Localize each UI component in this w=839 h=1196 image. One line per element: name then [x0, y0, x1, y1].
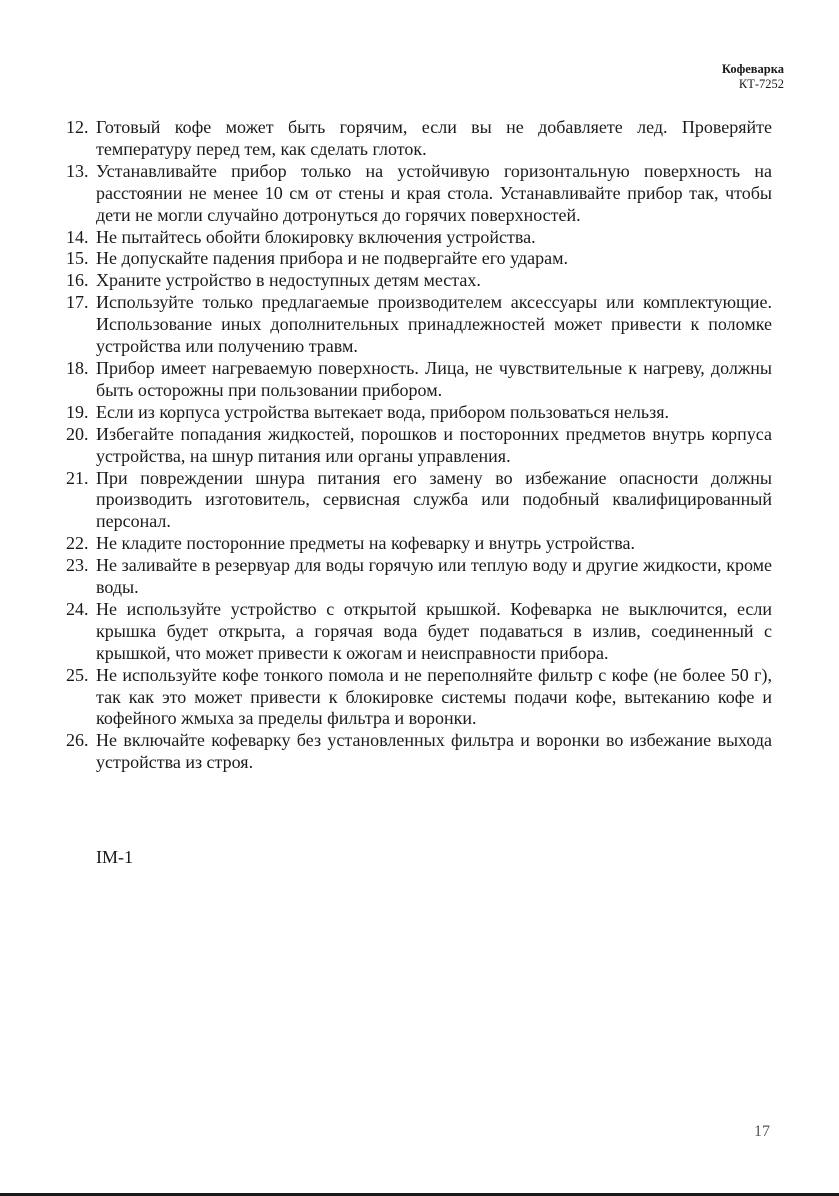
- list-item: [66, 402, 772, 424]
- item-text: Устанавливайте прибор только на устойчивую горизонтальную поверхность на расстоянии не менее 10 см от стены и края стола. Устанавливайте прибор так, чтобы дети не могли случайно дотронуться до горячих поверхностей.: [96, 160, 772, 225]
- item-number: 21.: [66, 467, 89, 488]
- item-text: Избегайте попадания жидкостей, порошков и посторонних предметов внутрь корпуса устройства, на шнур питания или органы управления.: [96, 423, 772, 466]
- list-item: [66, 555, 772, 599]
- item-text: Не используйте кофе тонкого помола и не переполняйте фильтр с кофе (не более 50 г), так как это может привести к блокировке системы подачи кофе, вытеканию кофе и кофейного жмыха за пределы фильтра и воронки.: [96, 664, 772, 729]
- item-text: Прибор имеет нагреваемую поверхность. Лица, не чувствительные к нагреву, должны быть осторожны при пользовании прибором.: [96, 357, 772, 400]
- list-item: [66, 248, 772, 270]
- item-number: 12.: [66, 117, 89, 137]
- item-number: 22.: [66, 533, 89, 554]
- item-number: 19.: [66, 401, 89, 422]
- list-item: [66, 599, 772, 665]
- item-text: Не пытайтесь обойти блокировку включения устройства.: [96, 226, 536, 247]
- item-text: Не допускайте падения прибора и не подвергайте его ударам.: [96, 248, 569, 269]
- product-name: Кофеварка: [721, 62, 784, 76]
- item-number: 26.: [66, 730, 89, 751]
- list-item: [66, 227, 772, 249]
- list-item: [66, 292, 772, 358]
- item-number: 17.: [66, 292, 89, 313]
- item-number: 25.: [66, 664, 89, 685]
- list-item: [66, 533, 772, 555]
- item-number: 20.: [66, 423, 89, 444]
- item-text: Не включайте кофеварку без установленных фильтра и воронки во избежание выхода устройства из строя.: [96, 730, 772, 773]
- item-text: Не используйте устройство с открытой крышкой. Кофеварка не выключится, если крышка будет открыта, а горячая вода будет подаваться в излив, соединенный с крышкой, что может привести к ожогам и неисправности прибора.: [96, 598, 772, 663]
- document-code: IM-1: [96, 847, 133, 867]
- list-item: [66, 665, 772, 731]
- item-text: Готовый кофе может быть горячим, если вы не добавляете лед. Проверяйте температуру перед тем, как сделать глоток.: [96, 117, 772, 159]
- safety-instructions: [66, 117, 772, 774]
- item-text: Если из корпуса устройства вытекает вода, прибором пользоваться нельзя.: [96, 401, 669, 422]
- list-item: [66, 270, 772, 292]
- item-number: 23.: [66, 555, 89, 576]
- list-item: [66, 358, 772, 402]
- item-text: При повреждении шнура питания его замену во избежание опасности должны производить изготовитель, сервисная служба или подобный квалифицированный персонал.: [96, 467, 772, 532]
- page-header: [722, 62, 784, 92]
- list-item: [66, 730, 772, 774]
- item-number: 16.: [66, 270, 89, 291]
- item-text: Используйте только предлагаемые производителем аксессуары или комплектующие. Использование иных дополнительных принадлежностей может привести к поломке устройства или получению травм.: [96, 292, 772, 357]
- item-number: 14.: [66, 226, 89, 247]
- page-number: 17: [754, 1123, 770, 1140]
- item-number: 15.: [66, 248, 89, 269]
- instruction-list: [66, 117, 772, 774]
- item-text: Не заливайте в резервуар для воды горячую или теплую воду и другие жидкости, кроме воды.: [96, 555, 772, 598]
- list-item: [66, 161, 772, 227]
- list-item: [66, 424, 772, 468]
- item-text: Храните устройство в недоступных детям местах.: [96, 270, 481, 291]
- item-number: 18.: [66, 357, 89, 378]
- item-number: 24.: [66, 598, 89, 619]
- item-text: Не кладите посторонние предметы на кофеварку и внутрь устройства.: [96, 533, 636, 554]
- list-item: [66, 117, 772, 161]
- list-item: [66, 468, 772, 534]
- model-number: КТ-7252: [738, 77, 784, 91]
- item-number: 13.: [66, 160, 89, 181]
